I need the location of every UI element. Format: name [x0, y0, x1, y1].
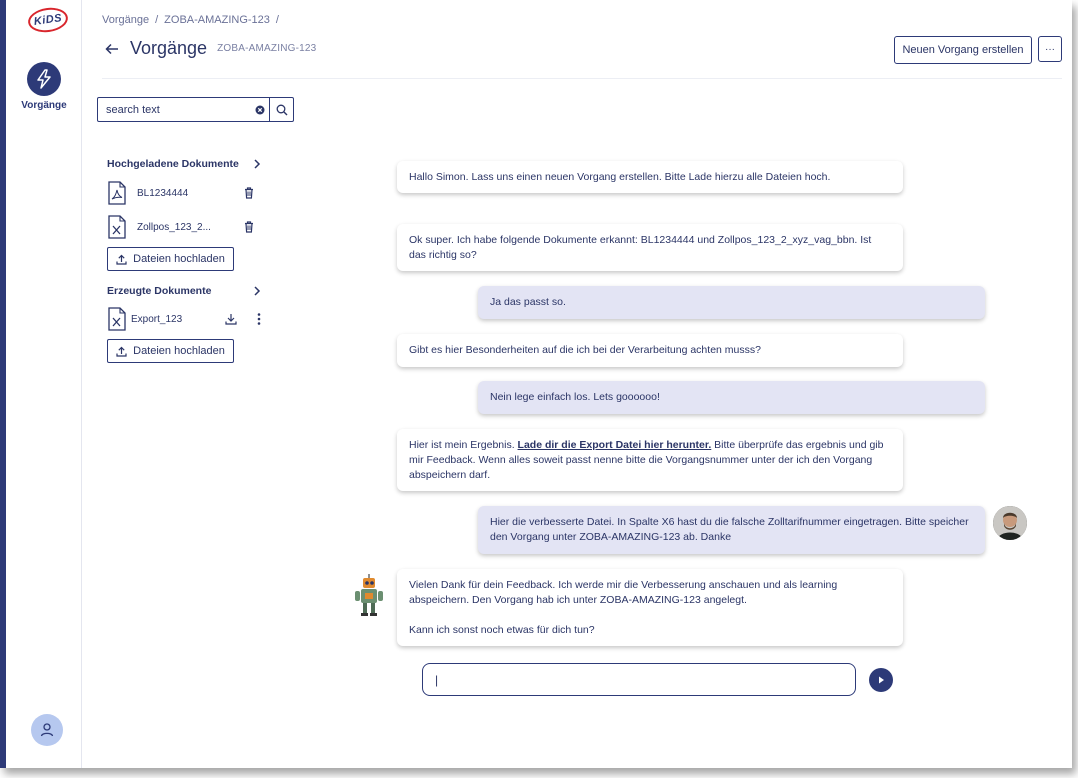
export-download-link[interactable]: Lade dir die Export Datei hier herunter.: [517, 439, 712, 451]
message-text: Hier ist mein Ergebnis.: [409, 439, 518, 451]
upload-files-button[interactable]: [107, 339, 234, 363]
breadcrumb-item-case[interactable]: ZOBA-AMAZING-123: [164, 14, 270, 26]
excel-file-icon: [107, 307, 127, 331]
uploaded-documents-header[interactable]: [107, 158, 261, 170]
pdf-file-icon: [107, 181, 127, 205]
breadcrumb-separator: /: [155, 14, 159, 26]
trash-icon: [244, 187, 254, 199]
bot-message: [397, 334, 903, 367]
back-button[interactable]: [102, 39, 122, 59]
message-text: Bitte überprüfe das ergebnis und gib mir Feedback. Wenn alles soweit passt nenne bitte die Vorgangsnummer unter der ich den Vorgang abspeichern darf.: [409, 439, 884, 481]
title-row: [102, 38, 316, 59]
generated-documents-heading: Erzeugte Dokumente: [107, 285, 212, 297]
robot-icon: [351, 574, 385, 618]
file-name: BL1234444: [137, 187, 189, 199]
trash-icon: [244, 221, 254, 233]
arrow-left-icon: [105, 42, 119, 56]
upload-files-button[interactable]: [107, 247, 234, 271]
file-name: Zollpos_123_2...: [137, 221, 211, 233]
logo-text: KiDS: [33, 12, 63, 28]
generated-documents-header[interactable]: [107, 285, 261, 297]
breadcrumb-separator: /: [275, 14, 279, 26]
delete-file-button[interactable]: [241, 185, 257, 201]
bot-message: [397, 569, 903, 646]
more-options-button[interactable]: ···: [1038, 36, 1062, 62]
search-icon: [276, 104, 288, 116]
kids-logo: [27, 5, 70, 34]
download-icon: [225, 313, 237, 325]
page-title: Vorgänge: [130, 38, 208, 58]
profile-button[interactable]: [31, 714, 63, 746]
search-button[interactable]: [269, 98, 293, 121]
page-subtitle: ZOBA-AMAZING-123: [217, 43, 317, 54]
bot-avatar: [351, 574, 385, 618]
file-name: Export_123: [131, 313, 183, 325]
nav-item-vorgaenge[interactable]: [6, 62, 82, 111]
upload-icon: [116, 254, 127, 265]
kebab-menu-icon: [257, 313, 261, 325]
lightning-icon: [27, 62, 61, 96]
user-message: [478, 506, 985, 554]
download-file-button[interactable]: [223, 311, 239, 327]
chevron-right-icon: [253, 159, 261, 169]
message-text: Hier die verbesserte Datei. In Spalte X6 hast du die falsche Zolltarifnummer eingetragen. Bitte speicher den Vorgang unter ZOBA-AMAZING-123 ab. Danke: [490, 516, 969, 543]
uploaded-file-item[interactable]: [107, 215, 267, 239]
chevron-right-icon: [253, 286, 261, 296]
clear-search-button[interactable]: [251, 98, 269, 121]
delete-file-button[interactable]: [241, 219, 257, 235]
generated-file-item[interactable]: [107, 307, 267, 331]
user-avatar-image: [993, 506, 1027, 540]
clear-icon: [255, 105, 265, 115]
message-text: Ok super. Ich habe folgende Dokumente erkannt: BL1234444 und Zollpos_123_2_xyz_vag_bbn. Ist das richtig so?: [409, 234, 872, 261]
nav-item-label: Vorgänge: [21, 100, 67, 111]
bot-message: [397, 429, 903, 491]
upload-icon: [116, 346, 127, 357]
message-text: Kann ich sonst noch etwas für dich tun?: [409, 624, 595, 636]
file-menu-button[interactable]: [251, 311, 267, 327]
left-rail: [6, 0, 82, 768]
upload-files-label: Dateien hochladen: [133, 253, 225, 265]
user-message: [478, 286, 985, 319]
breadcrumb-item-vorgaenge[interactable]: Vorgänge: [102, 14, 150, 26]
message-text: Gibt es hier Besonderheiten auf die ich bei der Verarbeitung achten musss?: [409, 344, 761, 356]
user-icon: [39, 722, 55, 738]
user-avatar: [993, 506, 1027, 540]
uploaded-file-item[interactable]: [107, 181, 267, 205]
header-divider: [102, 78, 1062, 79]
message-text: Ja das passt so.: [490, 296, 566, 308]
message-text: Nein lege einfach los. Lets goooooo!: [490, 391, 660, 403]
new-case-button[interactable]: Neuen Vorgang erstellen: [894, 36, 1032, 64]
user-message: [478, 381, 985, 414]
chat-input-value: |: [435, 672, 439, 687]
bot-message: [397, 161, 903, 193]
uploaded-documents-heading: Hochgeladene Dokumente: [107, 158, 239, 170]
search-input[interactable]: [98, 98, 251, 121]
message-text: Hallo Simon. Lass uns einen neuen Vorgang erstellen. Bitte Lade hierzu alle Dateien hoch.: [409, 171, 831, 183]
upload-files-label: Dateien hochladen: [133, 345, 225, 357]
excel-file-icon: [107, 215, 127, 239]
breadcrumb: [102, 14, 279, 26]
send-button[interactable]: [869, 668, 893, 692]
search-box: [97, 97, 294, 122]
chat-input[interactable]: [422, 663, 856, 696]
bot-message: [397, 224, 903, 271]
message-text: Vielen Dank für dein Feedback. Ich werde mir die Verbesserung anschauen und als learning abspeichern. Den Vorgang hab ich unter ZOBA-AMAZING-123 angelegt.: [409, 579, 838, 606]
send-icon: [876, 675, 886, 685]
